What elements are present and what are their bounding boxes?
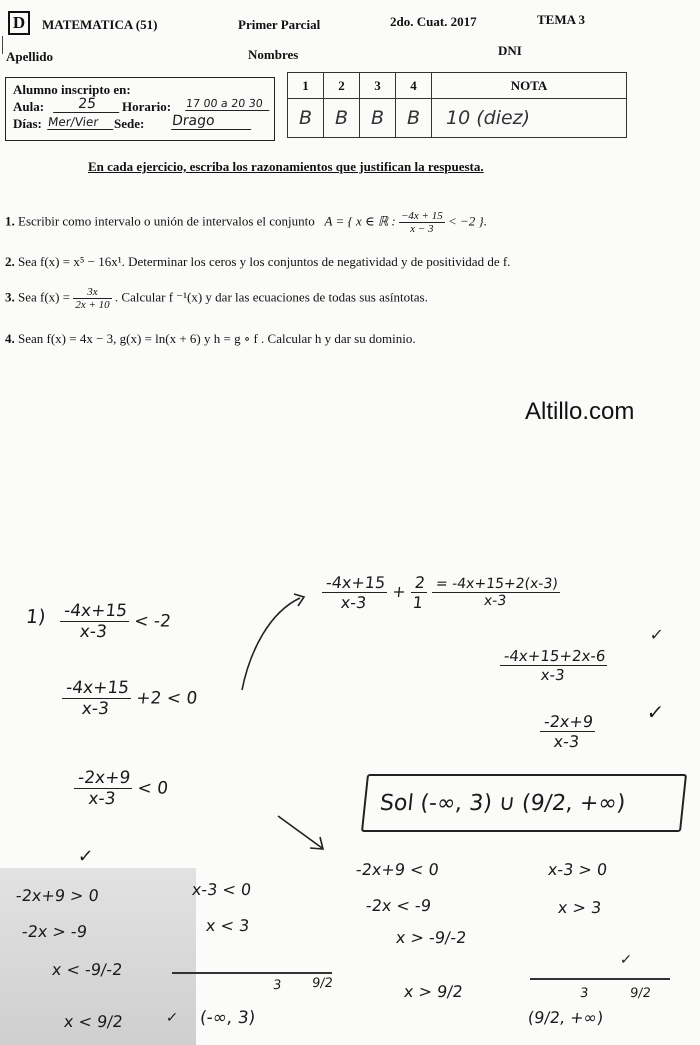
case2-b-2: x > 3 — [557, 898, 603, 917]
work-step-2-rhs: +2 < 0 — [135, 688, 199, 709]
work-right-1-plus: + — [391, 582, 407, 601]
case2-b-1: x-3 > 0 — [547, 860, 609, 879]
question-4-text: Sean f(x) = 4x − 3, g(x) = ln(x + 6) y h = g ∘ f . Calcular h y dar su dominio. — [18, 331, 416, 346]
work-right-2-num: -4x+15+2x-6 — [500, 647, 609, 666]
question-1-fraction-den: x − 3 — [410, 223, 434, 235]
grade-header-1: 1 — [288, 73, 324, 99]
work-right-2-den: x-3 — [539, 666, 566, 684]
dias-label: Días: — [13, 116, 42, 131]
work-step-1-rhs: < -2 — [133, 611, 172, 632]
work-step-1-num: -4x+15 — [60, 601, 131, 622]
grade-value-2: B — [324, 99, 360, 138]
work-label: 1) — [24, 606, 47, 628]
case1-interval: (-∞, 3) — [198, 1008, 257, 1028]
exam-period: 2do. Cuat. 2017 — [390, 14, 477, 29]
case2-a-2: -2x < -9 — [365, 896, 432, 915]
work-right-1-rhs: = -4x+15+2(x-3) — [432, 576, 562, 593]
check-mark-5: ✓ — [619, 952, 633, 968]
work-step-2-den: x-3 — [80, 699, 110, 719]
grade-value-nota: 10 (diez) — [432, 99, 627, 138]
question-4-number: 4. — [5, 331, 15, 346]
work-step-3-den: x-3 — [87, 789, 117, 809]
nombres-label: Nombres — [248, 47, 299, 62]
work-right-1-num: -4x+15 — [322, 573, 389, 593]
exam-title: Primer Parcial — [238, 17, 321, 32]
question-1-set-open: A = { x ∈ ℝ : — [324, 213, 396, 229]
number-line-left-tick-3: 3 — [272, 978, 283, 993]
work-right-1-rhs-den: x-3 — [483, 593, 508, 609]
work-step-3-num: -2x+9 — [74, 768, 134, 789]
case1-b-1: x-3 < 0 — [191, 880, 253, 899]
case1-a-2: -2x > -9 — [21, 922, 88, 941]
work-step-3-rhs: < 0 — [136, 778, 170, 799]
dni-label: DNI — [498, 43, 522, 58]
apellido-label: Apellido — [6, 49, 53, 64]
watermark: Altillo.com — [525, 398, 635, 425]
grade-header-4: 4 — [396, 73, 432, 99]
number-line-left-tick-9-2: 9/2 — [311, 976, 334, 991]
work-right-1-den: x-3 — [339, 593, 368, 612]
grade-header-nota: NOTA — [432, 73, 627, 99]
question-1-number: 1. — [5, 213, 15, 229]
number-line-right — [530, 978, 670, 980]
number-line-right-tick-9-2: 9/2 — [629, 986, 652, 1001]
check-mark-2: ✓ — [645, 700, 666, 724]
tema-letter: D — [8, 11, 30, 35]
aula-label: Aula: — [13, 99, 45, 114]
horario-label: Horario: — [122, 99, 172, 114]
check-mark-3: ✓ — [76, 846, 95, 867]
question-1-set-close: < −2 }. — [447, 213, 487, 229]
aula-value: 25 — [53, 96, 121, 113]
question-1-text: Escribir como intervalo o unión de intervalos el conjunto — [18, 213, 315, 229]
number-line-right-tick-3: 3 — [579, 986, 590, 1001]
tema-label: TEMA 3 — [537, 12, 586, 27]
horario-value: 17 00 a 20 30 — [185, 97, 270, 111]
course-title: MATEMATICA (51) — [42, 17, 158, 32]
work-right-1-two-den: 1 — [411, 593, 424, 612]
instructions: En cada ejercicio, escriba los razonamientos que justifican la respuesta. — [88, 159, 484, 174]
dias-value: Mer/Vier — [47, 115, 115, 130]
question-1-fraction-num: −4x + 15 — [400, 210, 443, 222]
work-step-2-num: -4x+15 — [62, 678, 133, 699]
student-info-title: Alumno inscripto en: — [13, 82, 131, 97]
question-2-number: 2. — [5, 254, 15, 269]
case1-a-1: -2x+9 > 0 — [15, 886, 100, 905]
question-3-fraction-den: 2x + 10 — [75, 299, 110, 311]
question-3-pre: Sea f(x) = — [18, 289, 71, 305]
grade-value-1: B — [288, 99, 324, 138]
question-3-post: . Calcular f ⁻¹(x) y dar las ecuaciones de todas sus asíntotas. — [114, 289, 428, 305]
case2-interval: (9/2, +∞) — [527, 1008, 605, 1027]
solution-box: Sol (-∞, 3) ∪ (9/2, +∞) — [361, 774, 687, 832]
work-step-1-den: x-3 — [78, 622, 108, 642]
grade-value-3: B — [360, 99, 396, 138]
case2-a-4: x > 9/2 — [403, 982, 464, 1001]
work-right-3-den: x-3 — [552, 732, 581, 751]
grade-header-2: 2 — [324, 73, 360, 99]
question-2-text: Sea f(x) = x⁵ − 16x¹. Determinar los ceros y los conjuntos de negatividad y de positividad de f. — [18, 254, 511, 269]
grade-header-3: 3 — [360, 73, 396, 99]
case2-a-1: -2x+9 < 0 — [355, 860, 440, 879]
work-right-3-num: -2x+9 — [540, 712, 597, 732]
case1-a-4: x < 9/2 — [63, 1012, 124, 1031]
work-right-1-two-num: 2 — [411, 573, 429, 593]
case1-b-2: x < 3 — [205, 916, 251, 935]
question-3-number: 3. — [5, 289, 15, 305]
case1-a-3: x < -9/-2 — [51, 960, 124, 979]
grade-value-4: B — [396, 99, 432, 138]
sede-label: Sede: — [114, 116, 145, 131]
sede-value: Drago — [171, 113, 253, 130]
check-mark-1: ✓ — [649, 625, 665, 644]
number-line-left — [172, 972, 332, 974]
check-mark-4: ✓ — [165, 1010, 179, 1026]
case2-a-3: x > -9/-2 — [395, 928, 468, 947]
question-3-fraction-num: 3x — [73, 286, 111, 299]
